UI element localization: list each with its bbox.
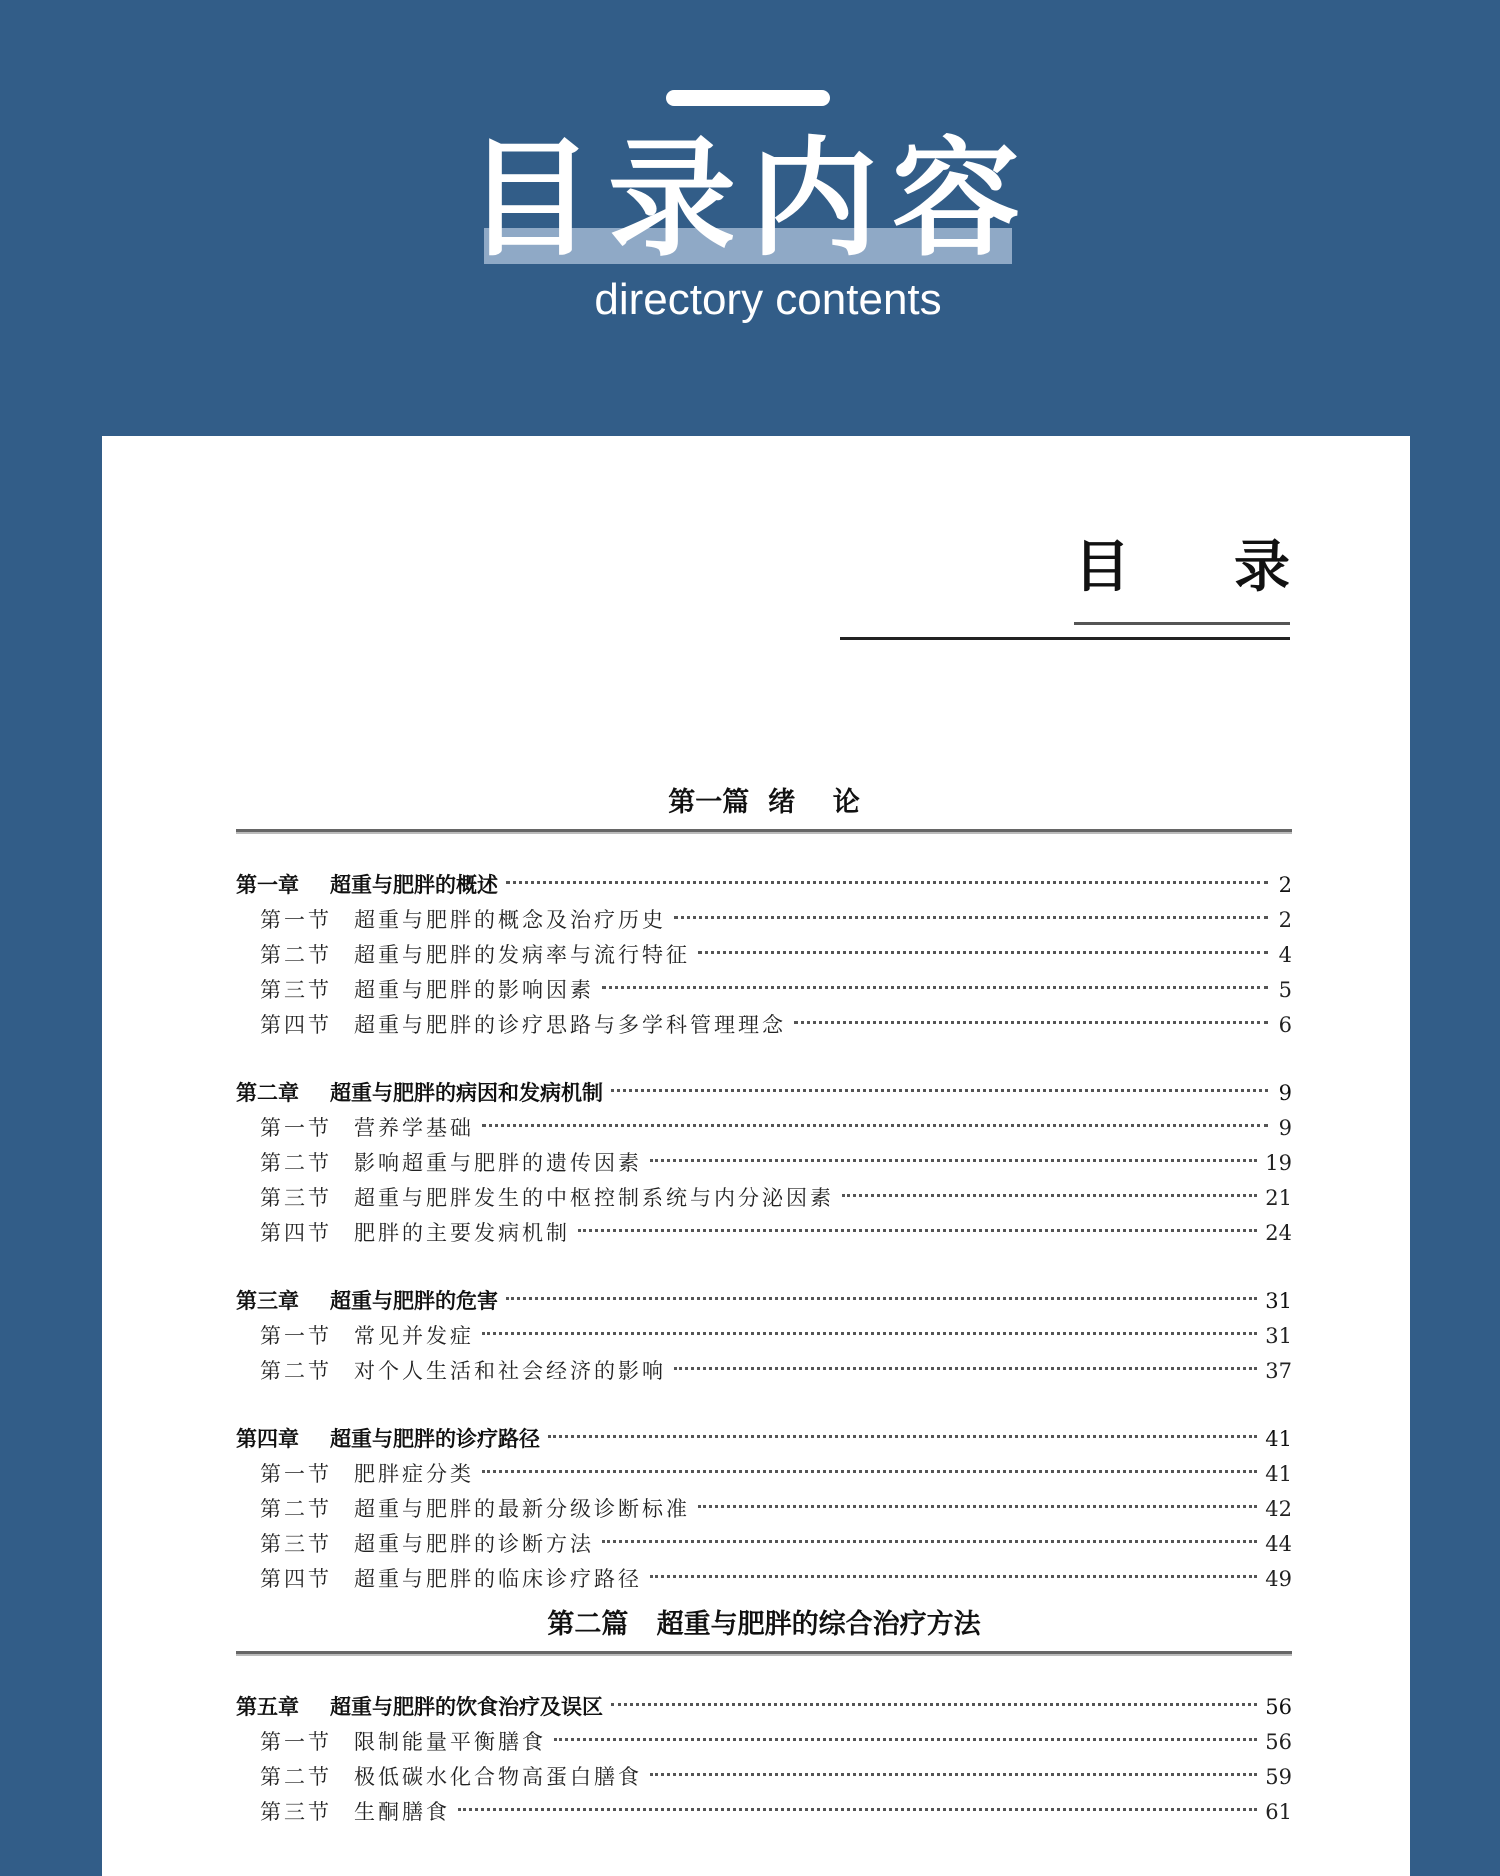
- section-entry-label: 第三节: [260, 1532, 332, 1556]
- leader-dots: [611, 1089, 1268, 1092]
- table-of-contents: [236, 781, 1292, 1830]
- leader-dots: [650, 1575, 1257, 1578]
- banner-subtitle: directory contents: [594, 275, 942, 324]
- chapter-entry-page-number: 56: [1265, 1695, 1292, 1719]
- leader-dots: [602, 986, 1268, 989]
- section-entry[interactable]: [236, 1795, 1292, 1830]
- section-entry-title: 超重与肥胖发生的中枢控制系统与内分泌因素: [354, 1186, 834, 1210]
- chapter-entry-page-number: 2: [1278, 873, 1292, 897]
- leader-dots: [674, 916, 1268, 919]
- chapter-entry[interactable]: [236, 1076, 1292, 1111]
- section-entry[interactable]: [236, 938, 1292, 973]
- leader-dots: [698, 1505, 1257, 1508]
- part-title: 第二篇 超重与肥胖的综合治疗方法: [547, 1609, 981, 1640]
- section-entry-page-number: 44: [1265, 1532, 1292, 1556]
- section-entry-title: 肥胖症分类: [354, 1462, 474, 1486]
- section-entry-page-number: 6: [1278, 1013, 1292, 1037]
- section-entry-title: 营养学基础: [354, 1116, 474, 1140]
- part-spacer: [236, 834, 1292, 868]
- chapter-entry-label: 第二章: [236, 1081, 299, 1105]
- section-entry-title: 超重与肥胖的最新分级诊断标准: [354, 1497, 690, 1521]
- section-entry-page-number: 61: [1265, 1800, 1292, 1824]
- section-entry-title: 超重与肥胖的影响因素: [354, 978, 594, 1002]
- chapter-spacer: [236, 1043, 1292, 1076]
- leader-dots: [578, 1229, 1257, 1232]
- section-entry-label: 第一节: [260, 1116, 332, 1140]
- section-entry-title: 超重与肥胖的发病率与流行特征: [354, 943, 690, 967]
- section-entry[interactable]: [236, 1457, 1292, 1492]
- part-spacer: [236, 1656, 1292, 1690]
- leader-dots: [482, 1470, 1257, 1473]
- section-entry-page-number: 21: [1265, 1186, 1292, 1210]
- section-entry-page-number: 5: [1278, 978, 1292, 1002]
- chapter-entry[interactable]: [236, 868, 1292, 903]
- section-entry[interactable]: [236, 1354, 1292, 1389]
- section-entry-label: 第四节: [260, 1221, 332, 1245]
- part-title: 第一篇 绪 论: [668, 787, 860, 818]
- toc-heading: [1074, 536, 1290, 600]
- section-entry-label: 第一节: [260, 908, 332, 932]
- banner-top-bar: [666, 90, 830, 106]
- chapter-entry[interactable]: [236, 1690, 1292, 1725]
- part2-chapters: [236, 1656, 1292, 1830]
- leader-dots: [548, 1435, 1257, 1438]
- section-entry-page-number: 56: [1265, 1730, 1292, 1754]
- chapter-entry-title: 超重与肥胖的病因和发病机制: [330, 1081, 603, 1105]
- section-entry[interactable]: [236, 1181, 1292, 1216]
- chapter-entry-page-number: 41: [1265, 1427, 1292, 1451]
- banner-title: 目录内容: [465, 125, 1034, 274]
- section-entry[interactable]: [236, 1562, 1292, 1597]
- chapter-entry-label: 第四章: [236, 1427, 299, 1451]
- section-entry-title: 超重与肥胖的概念及治疗历史: [354, 908, 666, 932]
- section-entry-page-number: 19: [1265, 1151, 1292, 1175]
- leader-dots: [611, 1703, 1257, 1706]
- section-entry-label: 第三节: [260, 1800, 332, 1824]
- section-entry-title: 常见并发症: [354, 1324, 474, 1348]
- leader-dots: [482, 1124, 1268, 1127]
- section-entry-page-number: 9: [1278, 1116, 1292, 1140]
- section-entry-label: 第二节: [260, 1359, 332, 1383]
- section-entry[interactable]: [236, 1008, 1292, 1043]
- section-entry-page-number: 4: [1278, 943, 1292, 967]
- leader-dots: [794, 1021, 1268, 1024]
- heading-underline-short: [1074, 622, 1290, 625]
- section-entry-page-number: 59: [1265, 1765, 1292, 1789]
- section-entry-page-number: 24: [1265, 1221, 1292, 1245]
- section-entry[interactable]: [236, 1760, 1292, 1795]
- section-entry-label: 第一节: [260, 1462, 332, 1486]
- chapter-entry[interactable]: [236, 1422, 1292, 1457]
- section-entry-title: 肥胖的主要发病机制: [354, 1221, 570, 1245]
- section-entry-label: 第二节: [260, 1151, 332, 1175]
- leader-dots: [842, 1194, 1257, 1197]
- section-entry-label: 第一节: [260, 1730, 332, 1754]
- section-entry-page-number: 42: [1265, 1497, 1292, 1521]
- section-entry[interactable]: [236, 973, 1292, 1008]
- leader-dots: [482, 1332, 1257, 1335]
- chapter-entry-page-number: 31: [1265, 1289, 1292, 1313]
- chapter-spacer: [236, 1389, 1292, 1422]
- section-entry-title: 限制能量平衡膳食: [354, 1730, 546, 1754]
- toc-page-sheet: [102, 436, 1410, 1876]
- section-entry-title: 超重与肥胖的临床诊疗路径: [354, 1567, 642, 1591]
- leader-dots: [602, 1540, 1257, 1543]
- chapter-entry-title: 超重与肥胖的饮食治疗及误区: [330, 1695, 603, 1719]
- section-entry[interactable]: [236, 1216, 1292, 1251]
- section-entry[interactable]: [236, 1111, 1292, 1146]
- chapter-entry-title: 超重与肥胖的概述: [330, 873, 498, 897]
- section-entry-title: 影响超重与肥胖的遗传因素: [354, 1151, 642, 1175]
- section-entry[interactable]: [236, 1319, 1292, 1354]
- chapter-spacer: [236, 1251, 1292, 1284]
- section-entry[interactable]: [236, 1725, 1292, 1760]
- chapter-entry-title: 超重与肥胖的危害: [330, 1289, 498, 1313]
- section-entry-label: 第二节: [260, 1765, 332, 1789]
- leader-dots: [506, 1297, 1257, 1300]
- section-entry-label: 第一节: [260, 1324, 332, 1348]
- toc-heading-right: 录: [1234, 535, 1290, 600]
- section-entry-label: 第四节: [260, 1567, 332, 1591]
- section-entry-title: 生酮膳食: [354, 1800, 450, 1824]
- section-entry[interactable]: [236, 1492, 1292, 1527]
- section-entry-page-number: 41: [1265, 1462, 1292, 1486]
- section-entry[interactable]: [236, 1146, 1292, 1181]
- chapter-entry-label: 第三章: [236, 1289, 299, 1313]
- chapter-entry-label: 第五章: [236, 1695, 299, 1719]
- chapter-entry-label: 第一章: [236, 873, 299, 897]
- heading-underline-long: [840, 637, 1290, 640]
- section-entry-page-number: 2: [1278, 908, 1292, 932]
- chapter-entry-page-number: 9: [1278, 1081, 1292, 1105]
- section-entry-label: 第三节: [260, 978, 332, 1002]
- leader-dots: [554, 1738, 1257, 1741]
- section-entry-page-number: 49: [1265, 1567, 1292, 1591]
- section-entry-page-number: 37: [1265, 1359, 1292, 1383]
- section-entry[interactable]: [236, 903, 1292, 938]
- section-entry[interactable]: [236, 1527, 1292, 1562]
- leader-dots: [698, 951, 1268, 954]
- leader-dots: [506, 881, 1268, 884]
- section-entry-label: 第二节: [260, 943, 332, 967]
- part1-chapters: [236, 834, 1292, 1597]
- leader-dots: [650, 1773, 1257, 1776]
- section-entry-label: 第四节: [260, 1013, 332, 1037]
- section-entry-title: 超重与肥胖的诊断方法: [354, 1532, 594, 1556]
- section-entry-title: 超重与肥胖的诊疗思路与多学科管理理念: [354, 1013, 786, 1037]
- leader-dots: [674, 1367, 1257, 1370]
- toc-heading-left: 目: [1074, 535, 1130, 600]
- leader-dots: [650, 1159, 1257, 1162]
- section-entry-label: 第二节: [260, 1497, 332, 1521]
- section-entry-title: 对个人生活和社会经济的影响: [354, 1359, 666, 1383]
- chapter-entry-title: 超重与肥胖的诊疗路径: [330, 1427, 540, 1451]
- leader-dots: [458, 1808, 1257, 1811]
- section-entry-page-number: 31: [1265, 1324, 1292, 1348]
- chapter-entry[interactable]: [236, 1284, 1292, 1319]
- section-entry-title: 极低碳水化合物高蛋白膳食: [354, 1765, 642, 1789]
- section-entry-label: 第三节: [260, 1186, 332, 1210]
